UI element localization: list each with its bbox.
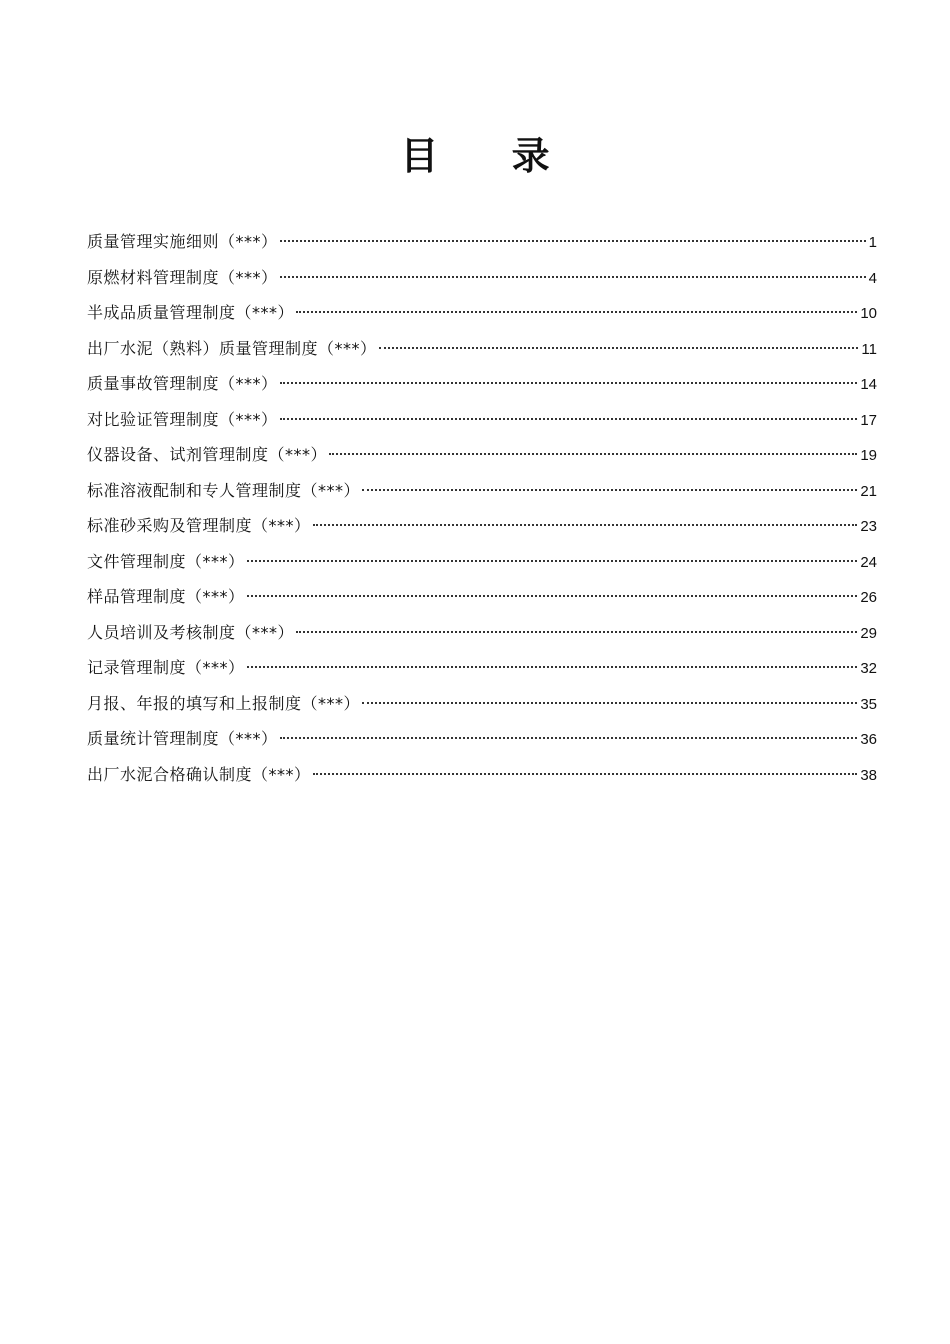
toc-entry-page: 17	[860, 411, 877, 429]
toc-entry-label: 文件管理制度（***）	[87, 551, 245, 571]
toc-dot-leader	[280, 418, 858, 420]
toc-entry[interactable]	[87, 437, 877, 473]
toc-entry-page: 32	[860, 660, 877, 677]
toc-entry-label: 人员培训及考核制度（***）	[87, 622, 295, 642]
toc-entry-label: 质量管理实施细则（***）	[87, 232, 278, 251]
toc-entry-label: 出厂水泥（熟料）质量管理制度（***）	[87, 338, 377, 358]
toc-entry-label: 标准砂采购及管理制度（***）	[87, 516, 311, 535]
toc-entry[interactable]	[87, 224, 877, 260]
toc-entry-page: 14	[860, 376, 877, 393]
toc-dot-leader	[296, 631, 857, 633]
toc-dot-leader	[247, 560, 858, 562]
toc-entry[interactable]	[87, 295, 877, 331]
toc-entry-label: 记录管理制度（***）	[87, 658, 245, 677]
toc-entry-page: 36	[860, 731, 877, 748]
toc-dot-leader	[247, 666, 858, 668]
toc-dot-leader	[379, 347, 859, 349]
toc-entry-page: 26	[860, 589, 877, 606]
toc-entry-page: 35	[860, 695, 877, 713]
toc-dot-leader	[329, 453, 857, 455]
toc-entry-label: 质量统计管理制度（***）	[87, 729, 278, 748]
toc-entry-page: 10	[860, 305, 877, 322]
toc-dot-leader	[247, 595, 858, 597]
toc-dot-leader	[280, 276, 866, 278]
toc-entry-label: 对比验证管理制度（***）	[87, 409, 278, 429]
toc-dot-leader	[296, 311, 857, 313]
toc-entry-label: 原燃材料管理制度（***）	[87, 267, 278, 287]
toc-entry-label: 月报、年报的填写和上报制度（***）	[87, 693, 361, 713]
toc-dot-leader	[362, 702, 857, 704]
toc-entry[interactable]	[87, 686, 877, 722]
toc-entry-page: 11	[861, 340, 877, 358]
toc-dot-leader	[313, 524, 858, 526]
toc-entry[interactable]	[87, 650, 877, 686]
toc-entry-page: 21	[860, 482, 877, 500]
toc-entry-label: 出厂水泥合格确认制度（***）	[87, 764, 311, 784]
toc-dot-leader	[280, 737, 858, 739]
toc-entry[interactable]	[87, 721, 877, 757]
toc-entry-page: 1	[868, 234, 877, 251]
toc-entry[interactable]	[87, 473, 877, 509]
toc-entry-label: 半成品质量管理制度（***）	[87, 303, 295, 322]
toc-list	[87, 224, 877, 792]
toc-entry-page: 24	[860, 553, 877, 571]
toc-entry-page: 38	[860, 766, 877, 784]
toc-entry-page: 23	[860, 518, 877, 535]
toc-entry[interactable]	[87, 331, 877, 367]
toc-entry[interactable]	[87, 366, 877, 402]
toc-dot-leader	[280, 382, 858, 384]
toc-entry[interactable]	[87, 544, 877, 580]
toc-entry[interactable]	[87, 402, 877, 438]
toc-dot-leader	[313, 773, 858, 775]
toc-entry-page: 19	[860, 447, 877, 464]
toc-entry-label: 标准溶液配制和专人管理制度（***）	[87, 480, 361, 500]
toc-title: 目 录	[400, 133, 580, 178]
toc-entry-label: 样品管理制度（***）	[87, 587, 245, 606]
toc-entry-label: 仪器设备、试剂管理制度（***）	[87, 445, 328, 464]
toc-entry-page: 4	[868, 269, 877, 287]
toc-entry[interactable]	[87, 579, 877, 615]
toc-dot-leader	[280, 240, 866, 242]
toc-entry[interactable]	[87, 615, 877, 651]
toc-entry[interactable]	[87, 508, 877, 544]
toc-entry[interactable]	[87, 757, 877, 793]
toc-dot-leader	[362, 489, 857, 491]
toc-entry[interactable]	[87, 260, 877, 296]
toc-entry-label: 质量事故管理制度（***）	[87, 374, 278, 393]
toc-entry-page: 29	[860, 624, 877, 642]
